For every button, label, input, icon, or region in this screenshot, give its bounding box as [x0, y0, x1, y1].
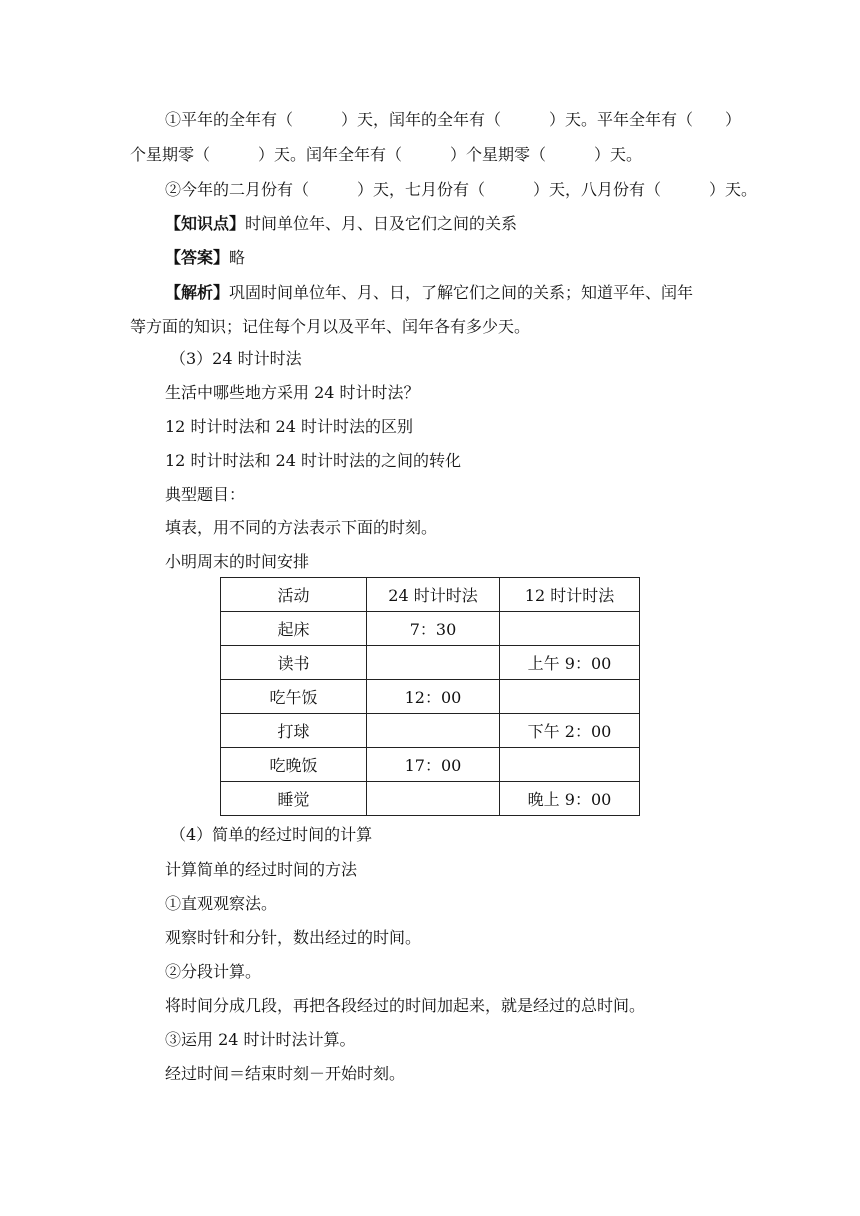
analysis-tag: 【解析】 — [165, 283, 230, 302]
section-4-item: ①直观观察法。 — [165, 894, 278, 913]
analysis-continued: 等方面的知识；记住每个月以及平年、闰年各有多少天。 — [130, 317, 531, 336]
table-row — [221, 782, 640, 816]
time-24h-cell — [367, 782, 500, 816]
section-4-item: 经过时间＝结束时刻－开始时刻。 — [165, 1064, 406, 1083]
knowledge-tag: 【知识点】 — [165, 214, 246, 233]
activity-cell: 读书 — [221, 646, 367, 680]
activity-cell: 打球 — [221, 714, 367, 748]
time-12h-cell — [500, 748, 640, 782]
time-12h-cell — [500, 612, 640, 646]
answer — [165, 248, 245, 268]
table-row — [221, 714, 640, 748]
section-3-item: 12 时计时法和 24 时计时法的区别 — [165, 417, 413, 436]
activity-cell: 吃午饭 — [221, 680, 367, 714]
knowledge-point — [165, 214, 517, 234]
time-12h-cell: 下午 2：00 — [500, 714, 640, 748]
section-3-item: 生活中哪些地方采用 24 时计时法？ — [165, 383, 420, 402]
section-4-item: 将时间分成几段，再把各段经过的时间加起来，就是经过的总时间。 — [165, 996, 646, 1015]
section-4-item: ②分段计算。 — [165, 962, 262, 981]
table-row — [221, 612, 640, 646]
time-24h-cell: 7：30 — [367, 612, 500, 646]
section-4-item: ③运用 24 时计时法计算。 — [165, 1030, 356, 1049]
table-caption: 小明周末的时间安排 — [165, 552, 310, 571]
knowledge-text: 时间单位年、月、日及它们之间的关系 — [245, 214, 518, 233]
time-24h-cell: 12：00 — [367, 680, 500, 714]
time-24h-cell — [367, 714, 500, 748]
section-3-heading: （3）24 时计时法 — [170, 349, 302, 368]
section-3-item: 填表，用不同的方法表示下面的时刻。 — [165, 518, 438, 537]
question-line-2: 个星期零（ ）天。闰年全年有（ ）个星期零（ ）天。 — [130, 145, 643, 164]
question-line-3: ②今年的二月份有（ ）天，七月份有（ ）天，八月份有（ ）天。 — [165, 180, 758, 199]
activity-cell: 起床 — [221, 612, 367, 646]
time-12h-cell: 上午 9：00 — [500, 646, 640, 680]
analysis — [165, 283, 693, 303]
time-12h-cell: 晚上 9：00 — [500, 782, 640, 816]
header-12h: 12 时计时法 — [500, 578, 640, 612]
section-3-item: 典型题目： — [165, 485, 246, 504]
section-4-item: 观察时针和分针，数出经过的时间。 — [165, 928, 422, 947]
time-24h-cell: 17：00 — [367, 748, 500, 782]
section-4-item: 计算简单的经过时间的方法 — [165, 860, 358, 879]
schedule-table — [220, 577, 640, 816]
table-header-row — [221, 578, 640, 612]
section-4-heading: （4）简单的经过时间的计算 — [170, 825, 373, 844]
header-24h: 24 时计时法 — [367, 578, 500, 612]
header-activity: 活动 — [221, 578, 367, 612]
table-row — [221, 680, 640, 714]
time-12h-cell — [500, 680, 640, 714]
section-3-item: 12 时计时法和 24 时计时法的之间的转化 — [165, 451, 461, 470]
table-row — [221, 748, 640, 782]
table-row — [221, 646, 640, 680]
question-line-1: ①平年的全年有（ ）天，闰年的全年有（ ）天。平年全年有（ ） — [165, 110, 742, 129]
time-24h-cell — [367, 646, 500, 680]
analysis-text: 巩固时间单位年、月、日，了解它们之间的关系；知道平年、闰年 — [229, 283, 694, 302]
activity-cell: 吃晚饭 — [221, 748, 367, 782]
answer-tag: 【答案】 — [165, 248, 230, 267]
activity-cell: 睡觉 — [221, 782, 367, 816]
answer-text: 略 — [229, 248, 246, 267]
